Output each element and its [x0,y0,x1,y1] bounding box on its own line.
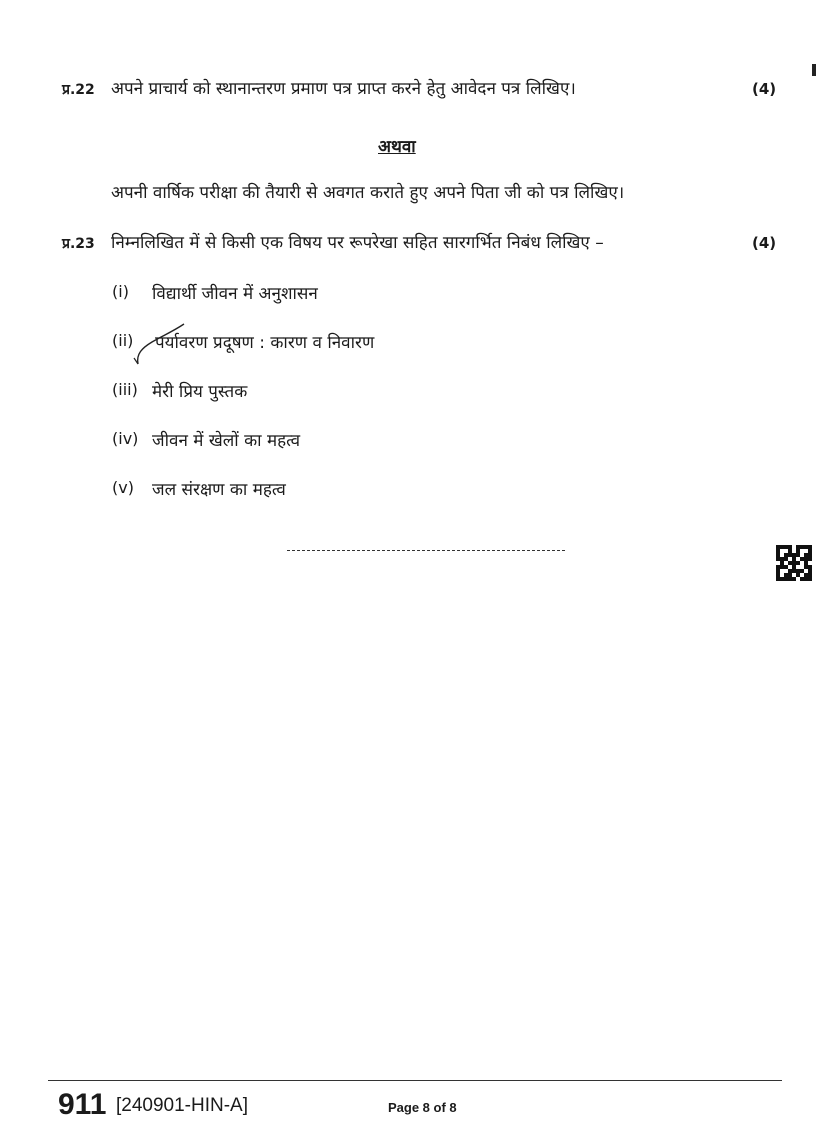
footer-paper-id: [240901-HIN-A] [116,1095,249,1116]
option-number: (iv) [112,429,139,448]
footer-code: 911 [58,1088,107,1121]
footer-page-number: Page 8 of 8 [388,1100,457,1115]
question-marks: (4) [752,80,777,98]
option-number: (ii) [112,331,134,350]
option-text: मेरी प्रिय पुस्तक [152,382,248,402]
alternate-question-text: अपनी वार्षिक परीक्षा की तैयारी से अवगत कराते हुए अपने पिता जी को पत्र लिखिए। [111,183,625,203]
end-of-paper-line [287,550,565,551]
question-marks: (4) [752,234,777,252]
option-number: (iii) [112,380,138,399]
option-text: जीवन में खेलों का महत्व [152,431,301,451]
option-text: पर्यावरण प्रदूषण : कारण व निवारण [155,333,375,353]
question-number: प्र.22 [62,82,95,98]
option-number: (i) [112,282,129,301]
question-number: प्र.23 [62,236,95,252]
option-text: जल संरक्षण का महत्व [152,480,286,500]
option-text: विद्यार्थी जीवन में अनुशासन [152,284,318,304]
footer-rule [48,1080,782,1081]
question-text: अपने प्राचार्य को स्थानान्तरण प्रमाण पत्र प्राप्त करने हेतु आवेदन पत्र लिखिए। [111,79,576,99]
handwritten-tick-mark [130,320,190,370]
edge-mark [812,64,816,76]
qr-code-icon [776,545,812,581]
question-text: निम्नलिखित में से किसी एक विषय पर रूपरेखा सहित सारगर्भित निबंध लिखिए – [111,233,604,253]
option-number: (v) [112,478,134,497]
or-label: अथवा [378,137,416,157]
